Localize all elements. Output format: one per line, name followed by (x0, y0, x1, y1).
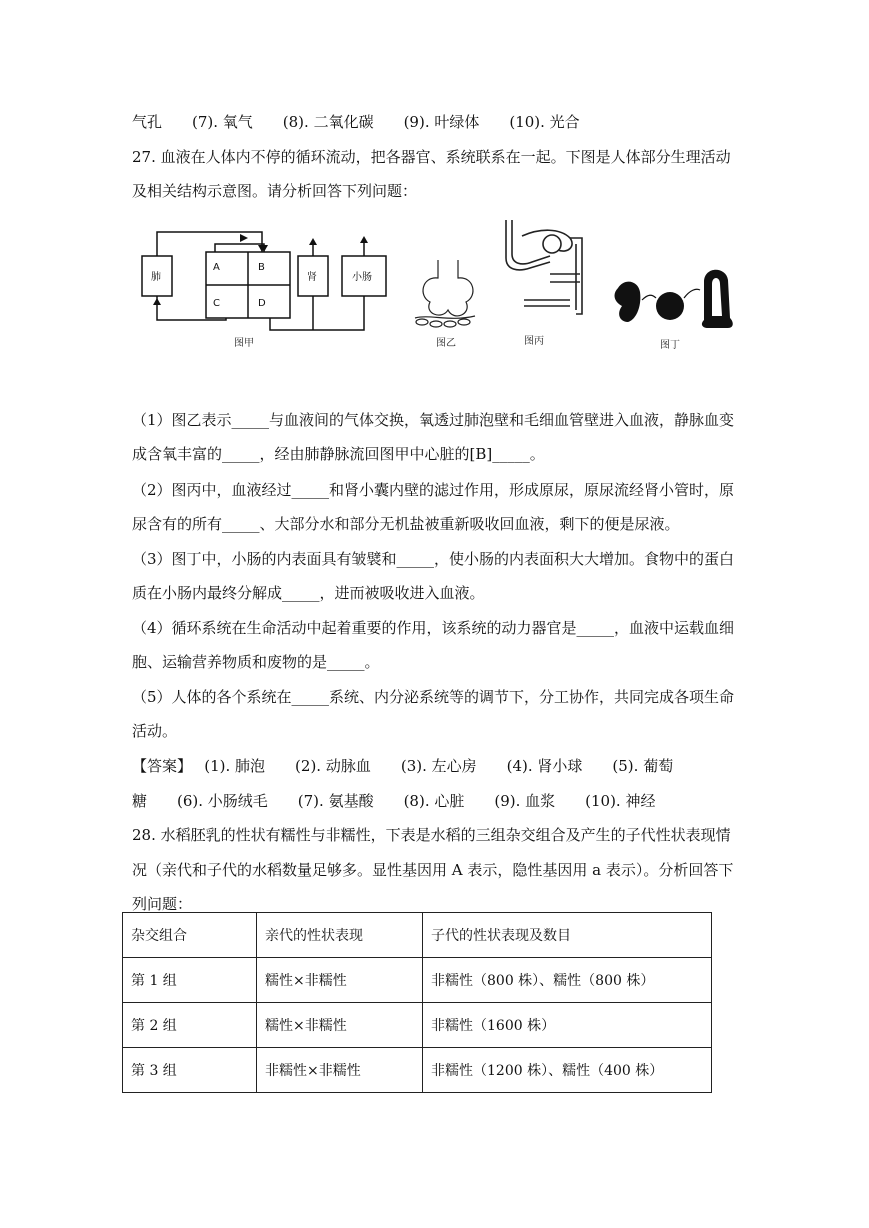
table-cell: 糯性×非糯性 (257, 958, 423, 1003)
table-cell: 非糯性（1600 株） (423, 1003, 712, 1048)
question-28-stem: 28. 水稻胚乳的性状有糯性与非糯性，下表是水稻的三组杂交组合及产生的子代性状表现情 (132, 826, 731, 844)
block-kidney: 肾 (307, 272, 317, 283)
question-27-stem: 27. 血液在人体内不停的循环流动，把各器官、系统联系在一起。下图是人体部分生理活动 (132, 148, 731, 166)
block-small-intestine: 小肠 (352, 272, 372, 283)
block-b: B (258, 262, 265, 273)
table-row (123, 1003, 712, 1048)
answer-27: 糖 (6). 小肠绒毛 (7). 氨基酸 (8). 心脏 (9). 血浆 (10). 神经 (132, 792, 656, 810)
question-27-part-5: 活动。 (132, 722, 178, 740)
table-cell: 第 3 组 (123, 1048, 257, 1093)
caption-jia: 图甲 (234, 338, 254, 349)
figure-bing (506, 220, 582, 314)
figure-yi (415, 260, 475, 327)
question-27-part-5: （5）人体的各个系统在_____系统、内分泌系统等的调节下，分工协作，共同完成各项生命 (132, 688, 735, 706)
question-27-part-4: 胞、运输营养物质和废物的是_____。 (132, 653, 380, 671)
block-a: A (213, 262, 220, 273)
question-27-part-1: （1）图乙表示_____与血液间的气体交换，氧透过肺泡壁和毛细血管壁进入血液，静脉血变 (132, 411, 735, 429)
text-line: 气孔 (7). 氧气 (8). 二氧化碳 (9). 叶绿体 (10). 光合 (132, 113, 580, 131)
question-28-stem: 列问题： (132, 895, 193, 913)
table-header: 杂交组合 (123, 913, 257, 958)
caption-yi: 图乙 (436, 338, 456, 349)
question-27-part-3: 质在小肠内最终分解成_____，进而被吸收进入血液。 (132, 584, 485, 602)
caption-bing: 图丙 (524, 336, 544, 347)
table-cell: 糯性×非糯性 (257, 1003, 423, 1048)
figure-row (130, 210, 750, 360)
question-27-part-2: 尿含有的所有_____、大部分水和部分无机盐被重新吸收回血液，剩下的便是尿液。 (132, 515, 680, 533)
table-cell: 第 2 组 (123, 1003, 257, 1048)
block-c: C (213, 298, 220, 309)
table-cell: 非糯性（1200 株）、糯性（400 株） (423, 1048, 712, 1093)
table-cell: 非糯性（800 株）、糯性（800 株） (423, 958, 712, 1003)
block-lung: 肺 (151, 272, 161, 283)
figure-diagrams (130, 210, 750, 360)
question-27-stem: 及相关结构示意图。请分析回答下列问题： (132, 182, 418, 200)
cross-results-table (122, 912, 712, 1093)
table-header-row (123, 913, 712, 958)
question-28-stem: 况（亲代和子代的水稻数量足够多。显性基因用 A 表示，隐性基因用 a 表示）。分析回答下 (132, 861, 734, 879)
question-27-part-1: 成含氧丰富的_____，经由肺静脉流回图甲中心脏的[B]_____。 (132, 445, 545, 463)
question-27-part-3: （3）图丁中，小肠的内表面具有皱襞和_____，使小肠的内表面积大大增加。食物中的蛋白 (132, 550, 735, 568)
block-d: D (258, 298, 266, 309)
table-header: 子代的性状表现及数目 (423, 913, 712, 958)
table-row (123, 958, 712, 1003)
table-header: 亲代的性状表现 (257, 913, 423, 958)
answer-27: 【答案】 (1). 肺泡 (2). 动脉血 (3). 左心房 (4). 肾小球 (5). 葡萄 (132, 757, 674, 775)
question-27-part-2: （2）图丙中，血液经过_____和肾小囊内壁的滤过作用，形成原尿，原尿流经肾小管时，原 (132, 481, 735, 499)
question-27-part-4: （4）循环系统在生命活动中起着重要的作用，该系统的动力器官是_____，血液中运载血细 (132, 619, 735, 637)
table-row (123, 1048, 712, 1093)
caption-ding: 图丁 (660, 340, 680, 351)
table-cell: 非糯性×非糯性 (257, 1048, 423, 1093)
table-cell: 第 1 组 (123, 958, 257, 1003)
